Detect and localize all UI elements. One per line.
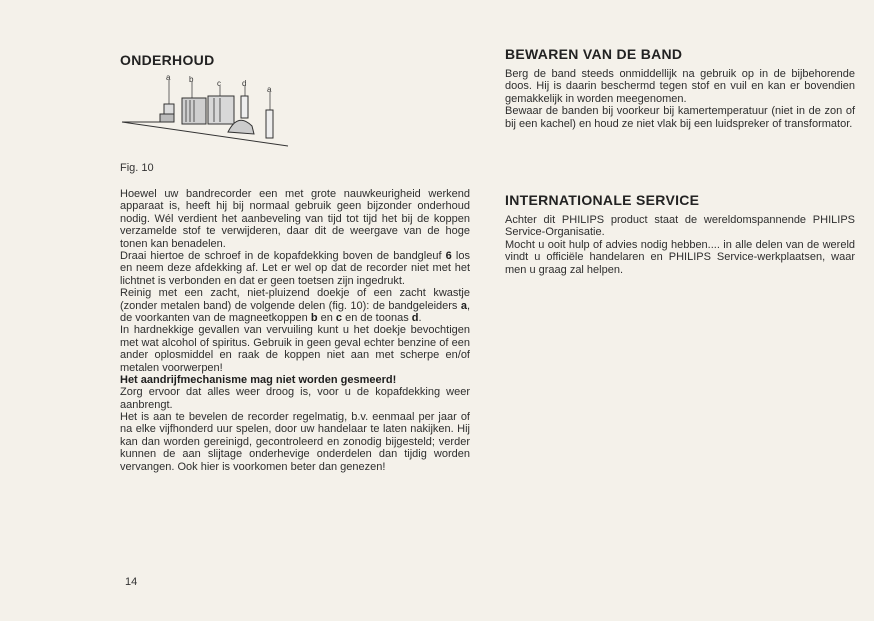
paragraph-cleaning: Reinig met een zacht, niet-pluizend doekje of een zacht kwastje (zonder metalen band) de volgende delen (fig. 10): de bandgeleiders a, de voorkanten van de magneetkoppen b en c en de toonas d. [120,287,470,325]
paragraph-intro: Hoewel uw bandrecorder een met grote nauwkeurigheid werkend apparaat is, heeft hij bij normaal gebruik geen bijzonder onderhoud nodig. Wél verdient het aanbeveling van tijd tot tijd het bij de koppen verzamelde stof te verwijderen, daar dit de weergave van de hoge tonen kan benadelen. [120,188,470,250]
label-a-right: a [267,85,272,94]
label-c: c [217,79,221,88]
tape-head-diagram [120,74,300,154]
figure-caption: Fig. 10 [120,162,154,174]
label-b: b [189,75,194,84]
paragraph-help: Mocht u ooit hulp of advies nodig hebben.... in alle delen van de wereld vindt u officiële handelaren en PHILIPS Service-werkplaatsen, waar men u graag zal helpen. [505,238,855,276]
paragraph-philips-org: Achter dit PHILIPS product staat de wereldomspannende PHILIPS Service-Organisatie. [505,214,855,239]
label-d: d [242,79,247,88]
figure-10-illustration [120,74,300,154]
left-column [120,52,470,473]
paragraph-dry: Zorg ervoor dat alles weer droog is, voor u de kopafdekking weer aanbrengt. [120,386,470,411]
paragraph-service-check: Het is aan te bevelen de recorder regelmatig, b.v. eenmaal per jaar of na elke vijfhonderd uur spelen, door uw handelaar te laten nakijken. Hij kan dan worden gereinigd, gecontroleerd en zonodig bijgesteld; verder kunnen de aan slijtage onderhevige onderdelen dan tijdig worden vervangen. Ook hier is voorkomen beter dan genezen! [120,410,470,473]
label-a-left: a [166,74,171,82]
page-number: 14 [125,576,138,588]
paragraph-stubborn-dirt: In hardnekkige gevallen van vervuiling kunt u het doekje bevochtigen met wat alcohol of spiritus. Gebruik in geen geval echter benzine of een ander oplosmiddel en raak de koppen niet aan met scherpe en/of metalen voorwerpen! [120,324,470,374]
paragraph-storage: Berg de band steeds onmiddellijk na gebruik op in de bijbehorende doos. Hij is daarin beschermd tegen stof en vuil en kan er bovendien gemakkelijk in worden meegenomen. [505,68,855,105]
paragraph-remove-cover: Draai hiertoe de schroef in de kopafdekking boven de bandgleuf 6 los en neem deze afdekking af. Let er wel op dat de recorder niet met het lichtnet is verbonden en dat er geen toetsen zijn ingedrukt. [120,250,470,287]
service-heading: INTERNATIONALE SERVICE [505,192,700,209]
bewaren-heading: BEWAREN VAN DE BAND [505,46,683,62]
service-section [505,192,855,276]
right-column [505,46,855,276]
warning-no-lubrication: Het aandrijfmechanisme mag niet worden gesmeerd! [120,374,397,387]
paragraph-temperature: Bewaar de banden bij voorkeur bij kamertemperatuur (niet in de zon of bij een kachel) en houd ze niet vlak bij een luidspreker of transformator. [505,105,855,130]
onderhoud-heading: ONDERHOUD [120,52,215,68]
